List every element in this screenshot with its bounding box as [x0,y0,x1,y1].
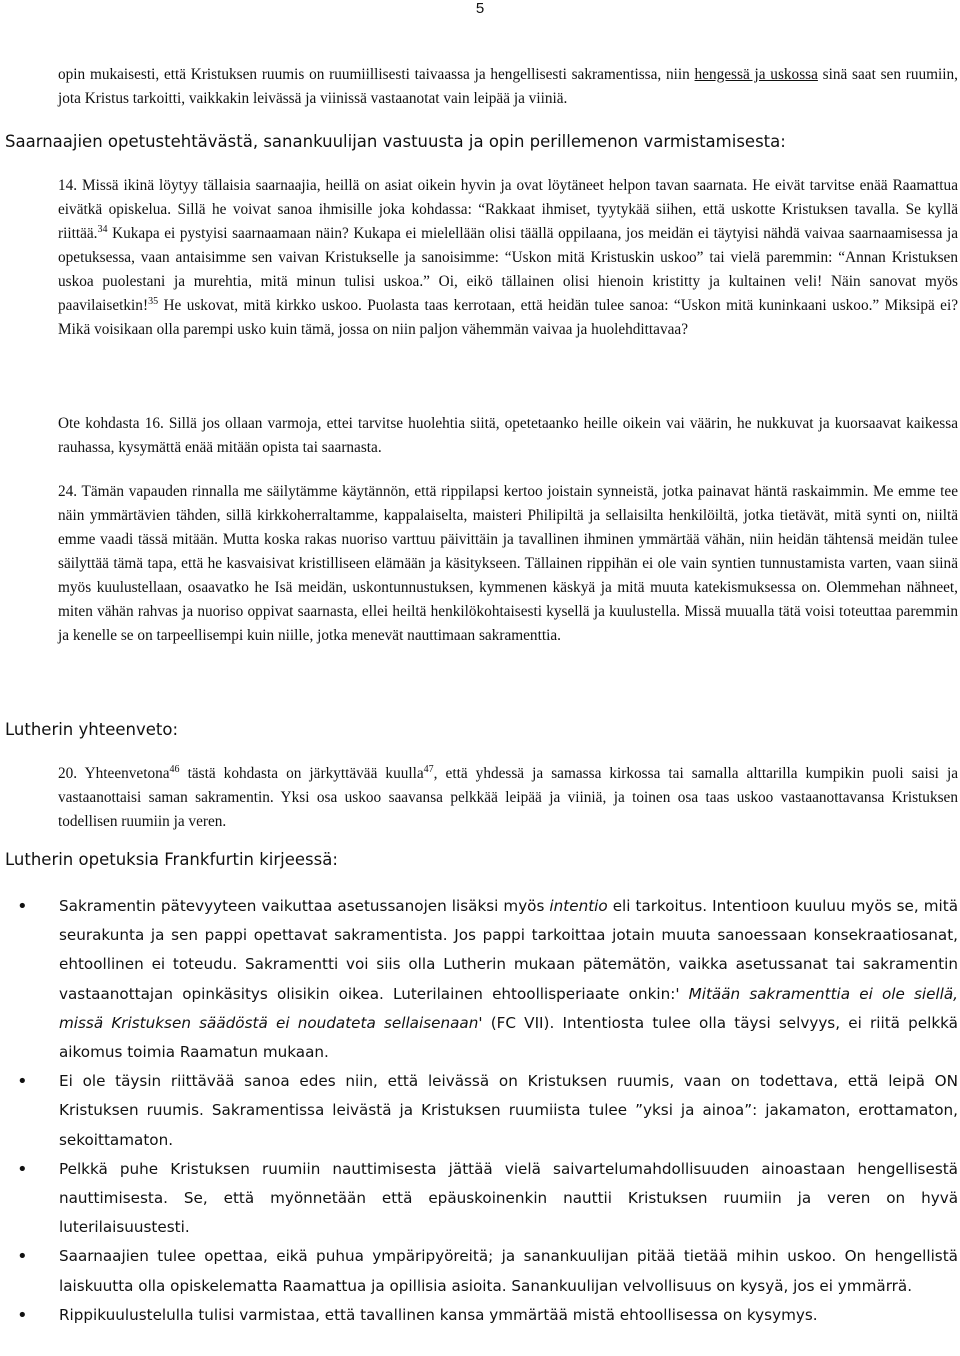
text-run: Kukapa ei pystyisi saarnaamaan näin? Kukapa ei mielellään olisi täällä oppilaana, jos meidän ei täytyisi nähdä vaivaa saarnaamisessa ja opetuksessa, vaan antaisimme sen vaivan Kristukselle ja sanoisimme: “Uskon mitä Kristuskin uskoo” tai vielä paremmin: “Annan Kristuksen uskoa puolestani ja murehtia, mitä minun tulisi uskoa.” Oi, eikö tällainen olisi hienoin kristitty ja kultainen veli! Näin sanovat myös paavilaisetkin! [58,225,958,314]
text-run: He uskovat, mitä kirkko uskoo. Puolasta taas kerrotaan, että heidän tulee sanoa: “Uskon mitä kuninkaani uskoo.” Miksipä ei? Mikä voisikaan olla parempi usko kuin tämä, jossa on niin paljon vähemmän vaivaa ja huolehdittavaa? [58,297,958,338]
footnote-ref: 47 [423,763,434,775]
list-item: • Ei ole täysin riittävää sanoa edes niin, että leivässä on Kristuksen ruumis, vaan on todettava, että leipä ON Kristuksen ruumis. Sakramentissa leivästä ja Kristuksen ruumiista tulee ”yksi ja ainoa”: jakamaton, erottamaton, sekoittamaton. [0,1067,958,1155]
list-item: • Rippikuulustelulla tulisi varmistaa, että tavallinen kansa ymmärtää mistä ehtoollisessa on kysymys. [0,1301,958,1330]
paragraph-24: 24. Tämän vapauden rinnalla me säilytämme käytännön, että rippilapsi kertoo joistain synneistä, jotka painavat häntä raskaimmin. Me emme tee näin ymmärtävien tähden, sillä kirkkoherraltamme, kappalaiselta, maisteri Philipiltä ja sellaisilta henkilöiltä, jotka tietävät, mitä synti on, niiltä emme vaadi tässä mitään. Mutta koska rakas nuoriso varttuu päivittäin ja tavallinen ihminen ymmärtää vähän, niin heidän tähtensä meidän tulee säilyttää tämä tapa, että he kasvaisivat kristilliseen elämään ja käsitykseen. Tällainen rippihän ei ole vain syntien tunnustamista varten, vaan siinä myös kuulustellaan, osaavatko he Isä meidän, uskontunnustuksen, kymmenen käskyä ja mitä muuta katekismuksessa on. Olemmehan nähneet, miten vähän rahvas ja nuoriso oppivat saarnasta, ellei heiltä henkilökohtaisesti kysellä ja kuulustella. Missä muualla tätä voisi toteuttaa paremmin ja kenelle se on tarpeellisempi kuin niille, jotka menevät nauttimaan sakramenttia. [58,483,958,644]
paragraph-16: Ote kohdasta 16. Sillä jos ollaan varmoja, ettei tarvitse huolehtia siitä, opetetaanko heille oikein vai väärin, he nukkuvat ja kuorsaavat kaikessa rauhassa, kysymättä enää mitään opista tai saarnasta. [58,415,958,456]
text-run: eli tarkoitus. Intentioon kuuluu myös se, mitä seurakunta ja sen pappi opettavat sakramentista. Jos pappi tarkoittaa jotain muuta sanoessaan konsekraatiosanat, ehtoollinen ei toteudu. Sakramentti voi siis olla Lutherin mukaan pätemätön, vaikka asetussanat tai sakramentin vastaanottajan opinkäsitys olisikin oikea. Luterilainen ehtoollisperiaate onkin:' [59,897,959,1003]
text-run: tästä kohdasta on järkyttävää kuulla [179,765,424,782]
text-run: 20. Yhteenvetona [58,765,170,782]
footnote-ref: 46 [169,763,180,775]
list-item: • Pelkkä puhe Kristuksen ruumiin nauttimisesta jättää vielä saivartelumahdollisuuden ainoastaan hengellisestä nauttimisesta. Se, että myönnetään että epäuskoinenkin nauttii Kristuksen ruumiin ja veren on hyvä luterilaisuustesti. [0,1155,958,1243]
text-run: Sakramentin pätevyyteen vaikuttaa asetussanojen lisäksi myös [59,897,550,915]
text-run: , että yhdessä ja samassa kirkossa tai samalla alttarilla kumpikin puoli saisi ja vastaanottaisi saman sakramentin. Yksi osa uskoo saavansa pelkkää leipää ja viiniä, ja toinen osa taas uskoo vastaanottavansa Kristuksen todellisen ruumiin ja veren. [58,765,958,830]
paragraph-20 [58,762,958,834]
italic-text: intentio [549,897,608,915]
text-run: sinä saat sen ruumiin, jota Kristus tarkoitti, vaikkakin leivässä ja viinissä vastaanotat vain leipää ja viiniä. [58,66,958,107]
text-run: 14. Missä ikinä löytyy tällaisia saarnaajia, heillä on asiat oikein hyvin ja ovat löytäneet helpon tavan saarnata. He eivät tarvitse enää Raamattua eivätkä opiskelua. Sillä he voivat sanoa ihmisille joka kohdassa: “Rakkaat ihmiset, tyytykää siihen, että uskotte Kristuksen tavalla. Se kyllä riittää. [58,177,958,242]
underlined-text: hengessä ja uskossa [694,66,818,83]
paragraph-14 [58,174,958,342]
list-item: • Saarnaajien tulee opettaa, eikä puhua ympäripyöreitä; ja sanankuulijan pitää tietää mihin uskoo. On hengellistä laiskuutta olla opiskelematta Raamattua ja opillisia asioita. Sanankuulijan velvollisuus on kysyä, jos ei ymmärrä. [0,1242,958,1300]
paragraph-intro [58,63,958,111]
section-heading-summary: Lutherin yhteenveto: [5,720,179,739]
bullet-list [0,892,958,1330]
text-run: opin mukaisesti, että Kristuksen ruumis on ruumiillisesti taivaassa ja hengellisesti sakramentissa, niin [58,66,695,83]
italic-text: Mitään sakramenttia ei ole siellä, missä Kristuksen säädöstä ei noudateta sellaisenaan' [59,984,958,1032]
section-heading-preachers: Saarnaajien opetustehtävästä, sanankuulijan vastuusta ja opin perillemenon varmistamisesta: [5,132,786,151]
list-item [0,892,958,1067]
section-heading-frankfurt: Lutherin opetuksia Frankfurtin kirjeessä: [5,850,338,869]
page-number: 5 [475,0,485,17]
text-run: (FC VII). Intentiosta tulee olla täysi selvyys, ei riitä pelkkä aikomus toimia Raamatun mukaan. [59,1013,958,1062]
footnote-ref: 35 [148,295,159,307]
footnote-ref: 34 [97,223,108,235]
